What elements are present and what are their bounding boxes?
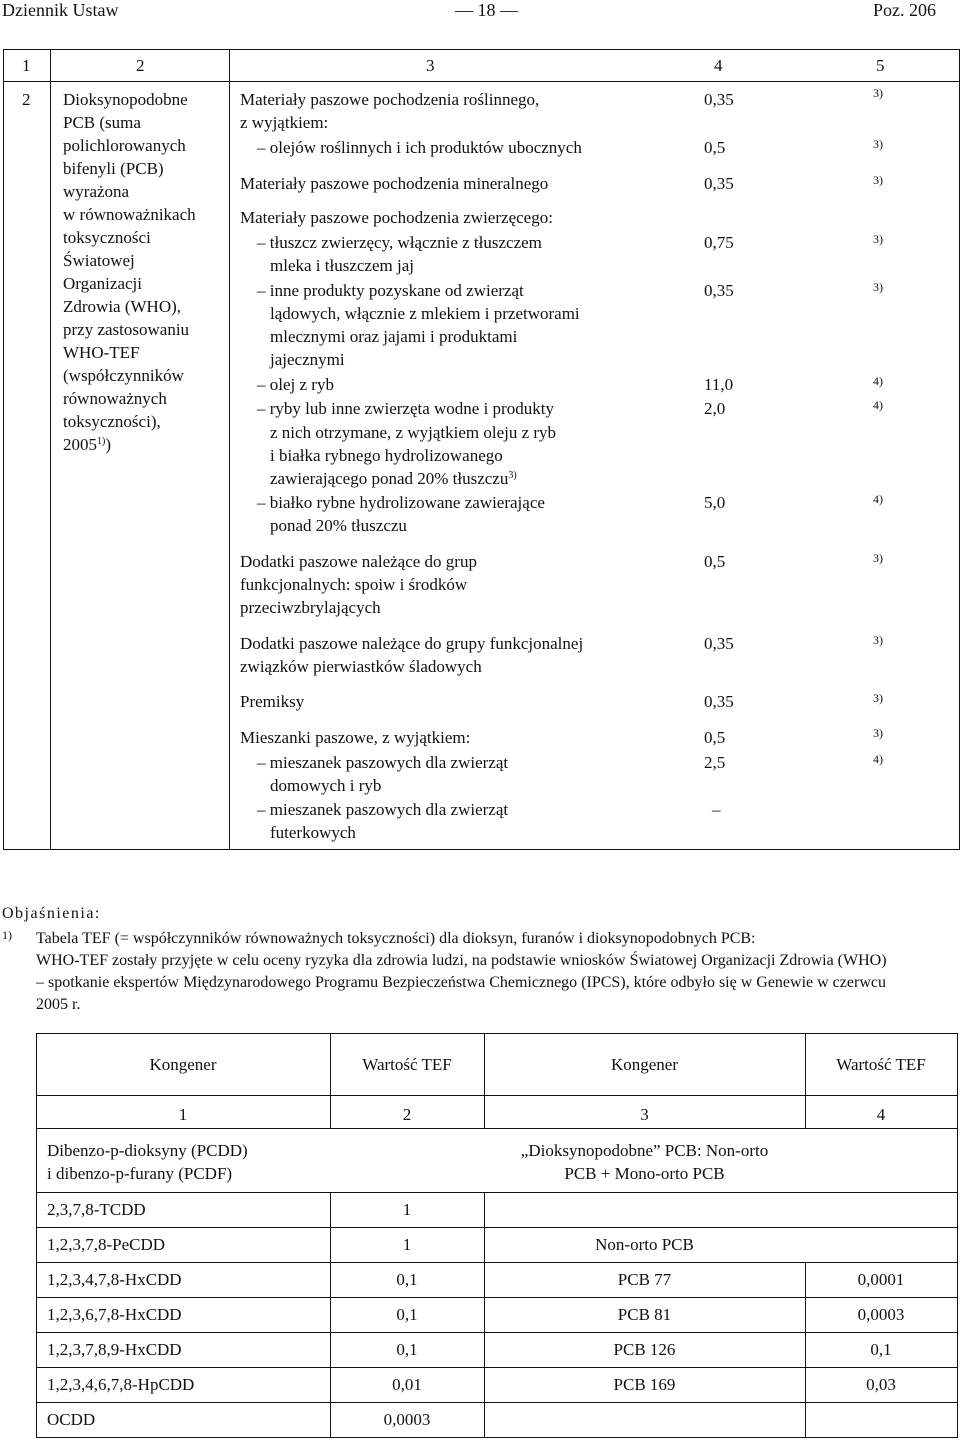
row-number: 2: [22, 90, 31, 109]
page-number: — 18 —: [455, 0, 518, 20]
col-number: 2: [402, 1105, 412, 1124]
max-value: –: [712, 800, 721, 819]
column-header: Wartość TEF: [362, 1055, 452, 1074]
product-line: – tłuszcz zwierzęcy, włącznie z tłuszczem: [257, 233, 542, 252]
product-line: – mieszanek paszowych dla zwierząt: [257, 800, 509, 819]
congener-name: 1,2,3,7,8,9-HxCDD: [47, 1340, 182, 1359]
explanations-heading: Objaśnienia:: [2, 905, 101, 922]
congener-name: Non-orto PCB: [595, 1235, 694, 1254]
product-line: Dodatki paszowe należące do grup: [240, 552, 477, 571]
footnote-ref: 3): [873, 726, 883, 740]
col-number: 4: [876, 1105, 886, 1124]
product-line: – białko rybne hydrolizowane zawierające: [257, 493, 545, 512]
congener-name: OCDD: [47, 1410, 96, 1429]
footnote-ref: 4): [873, 752, 883, 766]
substance-line: równoważnych: [63, 389, 167, 408]
product-line: ponad 20% tłuszczu: [270, 516, 407, 535]
max-value: 0,35: [704, 90, 734, 109]
tef-value: 1: [402, 1235, 412, 1254]
congener-name: 1,2,3,6,7,8-HxCDD: [47, 1305, 182, 1324]
congener-name: 1,2,3,7,8-PeCDD: [47, 1235, 166, 1254]
footnote-ref: 3): [873, 691, 883, 705]
substance-line: wyrażona: [63, 182, 130, 201]
footnote-ref: 3): [873, 633, 883, 647]
substance-line: PCB (suma: [63, 113, 141, 132]
col-number: 1: [178, 1105, 188, 1124]
position-number: Poz. 206: [873, 0, 936, 20]
product-line: futerkowych: [270, 823, 356, 842]
max-value: 0,35: [704, 692, 734, 711]
substance-line: (współczynników: [63, 366, 184, 385]
substance-line: Zdrowia (WHO),: [63, 297, 182, 316]
substance-line: WHO-TEF: [63, 343, 140, 362]
footnote-ref: 4): [873, 374, 883, 388]
col-number: 3: [640, 1105, 649, 1124]
max-value: 0,35: [704, 634, 734, 653]
congener-name: PCB 77: [617, 1270, 672, 1289]
footnote-ref: 3): [873, 173, 883, 187]
product-line: z nich otrzymane, z wyjątkiem oleju z ryb: [270, 423, 557, 442]
max-value: 0,35: [704, 281, 734, 300]
congener-name: 1,2,3,4,6,7,8-HpCDD: [47, 1375, 195, 1394]
col-number: 1: [22, 56, 31, 75]
product-line: Materiały paszowe pochodzenia mineralnego: [240, 174, 549, 193]
product-line: – olej z ryb: [257, 375, 334, 394]
max-value: 0,5: [704, 552, 726, 571]
tef-value: 0,1: [870, 1340, 892, 1359]
product-line: lądowych, włącznie z mlekiem i przetworami: [270, 304, 580, 323]
footnote-marker: 1): [2, 928, 12, 942]
congener-name: PCB 126: [613, 1340, 676, 1359]
tef-value: 0,0003: [857, 1305, 905, 1324]
group-right-line: PCB + Mono-orto PCB: [564, 1164, 725, 1183]
substance-line: Organizacji: [63, 274, 142, 293]
group-left-line: Dibenzo-p-dioksyny (PCDD): [47, 1141, 248, 1160]
substance-line: polichlorowanych: [63, 136, 186, 155]
col-number: 2: [136, 56, 145, 75]
tef-value: 0,0001: [857, 1270, 905, 1289]
footnote-ref: 4): [873, 398, 883, 412]
product-line: Mieszanki paszowe, z wyjątkiem:: [240, 728, 471, 747]
product-line: – ryby lub inne zwierzęta wodne i produkty: [257, 399, 554, 418]
explanation-line: 2005 r.: [36, 996, 81, 1013]
group-left-line: i dibenzo-p-furany (PCDF): [47, 1164, 233, 1183]
max-value: 11,0: [704, 375, 734, 394]
product-line: domowych i ryb: [270, 776, 382, 795]
explanation-line: Tabela TEF (= współczynników równoważnych toksyczności) dla dioksyn, furanów i dioksynopodobnych PCB:: [36, 930, 756, 947]
footnote-ref: 3): [873, 232, 883, 246]
footnote-ref: 3): [873, 280, 883, 294]
column-header: Wartość TEF: [836, 1055, 926, 1074]
footnote-ref: 3): [873, 551, 883, 565]
congener-name: PCB 169: [613, 1375, 676, 1394]
congener-name: 1,2,3,4,7,8-HxCDD: [47, 1270, 182, 1289]
tef-value: 0,01: [392, 1375, 422, 1394]
congener-name: PCB 81: [617, 1305, 672, 1324]
product-line: przeciwzbrylających: [240, 598, 381, 617]
product-line: Materiały paszowe pochodzenia zwierzęcego:: [240, 208, 553, 227]
product-line: – olejów roślinnych i ich produktów ubocznych: [257, 138, 582, 157]
explanation-line: – spotkanie ekspertów Międzynarodowego Programu Bezpieczeństwa Chemicznego (IPCS), które odbyło się w Genewie w czerwcu: [36, 974, 886, 991]
substance-line: przy zastosowaniu: [63, 320, 190, 339]
tef-value: 0,0003: [383, 1410, 431, 1429]
col-number: 3: [426, 56, 435, 75]
tef-value: 0,1: [396, 1305, 418, 1324]
footnote-ref: 4): [873, 492, 883, 506]
product-line: Premiksy: [240, 692, 305, 711]
product-line: zawierającego ponad 20% tłuszczu$^{3)}$: [270, 469, 517, 488]
tef-value: 0,1: [396, 1340, 418, 1359]
product-line: mleka i tłuszczem jaj: [270, 256, 414, 275]
tef-value: 0,03: [866, 1375, 896, 1394]
product-line: Dodatki paszowe należące do grupy funkcjonalnej: [240, 634, 584, 653]
tef-value: 0,1: [396, 1270, 418, 1289]
product-line: mlecznymi oraz jajami i produktami: [270, 327, 518, 346]
group-right-line: „Dioksynopodobne” PCB: Non-orto: [520, 1141, 769, 1160]
footnote-ref: 3): [873, 137, 883, 151]
max-value: 5,0: [704, 493, 726, 512]
substance-line: bifenyli (PCB): [63, 159, 164, 178]
substance-line: toksyczności),: [63, 412, 161, 431]
footnote-ref: 3): [873, 86, 883, 100]
product-line: z wyjątkiem:: [240, 113, 329, 132]
substance-line: w równoważnikach: [63, 205, 196, 224]
max-value: 0,5: [704, 728, 726, 747]
product-line: jajecznymi: [270, 350, 345, 369]
col-number: 4: [714, 56, 723, 75]
explanation-line: WHO-TEF zostały przyjęte w celu oceny ryzyka dla zdrowia ludzi, na podstawie wniosków Światowej Organizacji Zdrowia (WHO): [36, 952, 887, 969]
product-line: związków pierwiastków śladowych: [240, 657, 482, 676]
max-value: 2,0: [704, 399, 726, 418]
product-line: – mieszanek paszowych dla zwierząt: [257, 753, 509, 772]
max-value: 0,35: [704, 174, 734, 193]
congener-name: 2,3,7,8-TCDD: [47, 1200, 146, 1219]
max-value: 0,75: [704, 233, 734, 252]
tef-value: 1: [402, 1200, 412, 1219]
substance-line: Światowej: [63, 251, 135, 270]
column-header: Kongener: [149, 1055, 217, 1074]
product-line: funkcjonalnych: spoiw i środków: [240, 575, 468, 594]
substance-line: toksyczności: [63, 228, 151, 247]
column-header: Kongener: [610, 1055, 679, 1074]
substance-line: Dioksynopodobne: [63, 90, 188, 109]
col-number: 5: [876, 56, 885, 75]
product-line: Materiały paszowe pochodzenia roślinnego,: [240, 90, 540, 109]
journal-title: Dziennik Ustaw: [2, 0, 119, 20]
max-value: 2,5: [704, 753, 726, 772]
product-line: – inne produkty pozyskane od zwierząt: [257, 281, 524, 300]
product-line: i białka rybnego hydrolizowanego: [270, 446, 503, 465]
max-value: 0,5: [704, 138, 726, 157]
substance-line: 2005$^{1)}$): [63, 435, 112, 454]
